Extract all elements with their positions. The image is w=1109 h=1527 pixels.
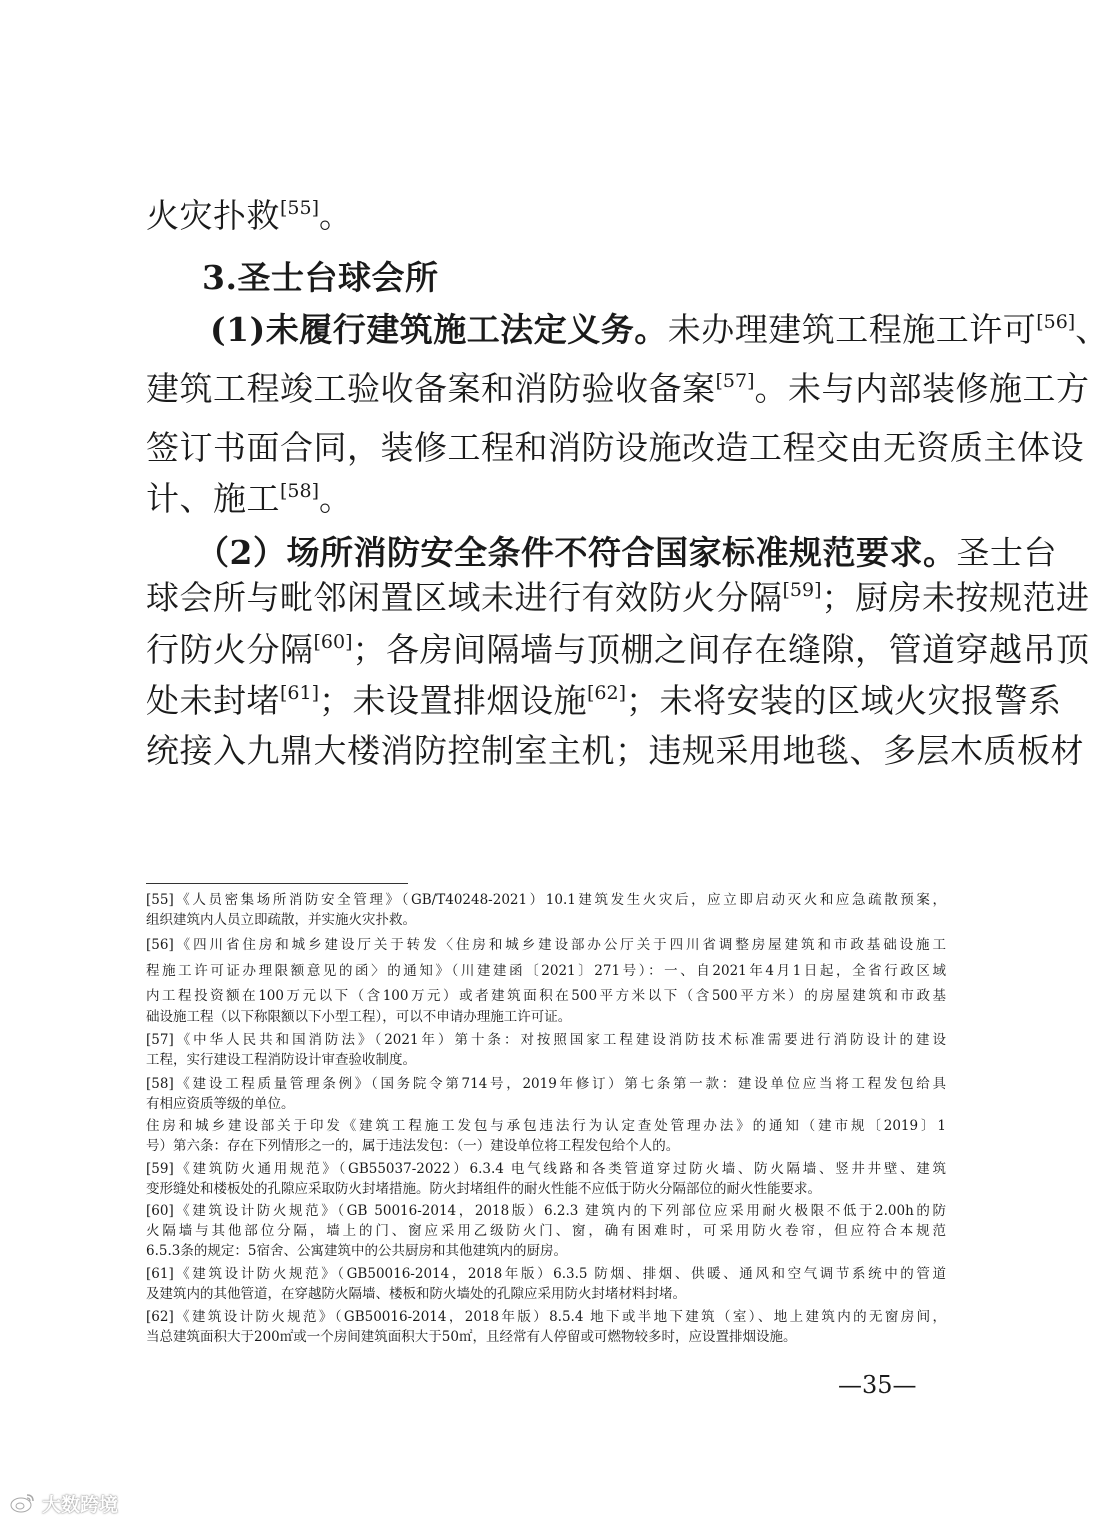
footnote-line: 程施工许可证办理限额意见的函〉的通知》（川建建函〔2021〕271号）：一、自2021年4月1日起，全省行政区域 bbox=[146, 963, 946, 979]
footnote-ref[interactable]: [61] bbox=[280, 682, 320, 704]
body-line: 建筑工程竣工验收备案和消防验收备案[57]。未与内部装修施工方 bbox=[146, 369, 1090, 408]
footnote-ref[interactable]: [59] bbox=[782, 579, 822, 601]
footnote-separator bbox=[146, 883, 408, 884]
footnote-line: 及建筑内的其他管道，在穿越防火隔墙、楼板和防火墙处的孔隙应采用防火封堵材料封堵。 bbox=[146, 1286, 686, 1302]
footnote-line: [62]《建筑设计防火规范》（GB50016-2014，2018年版）8.5.4 地下或半地下建筑（室）、地上建筑内的无窗房间， bbox=[146, 1309, 946, 1325]
body-line: (1)未履行建筑施工法定义务。未办理建筑工程施工许可[56]、 bbox=[210, 310, 1109, 349]
body-line: 计、施工[58]。 bbox=[146, 479, 353, 518]
footnote-line: 6.5.3条的规定：5宿舍、公寓建筑中的公共厨房和其他建筑内的厨房。 bbox=[146, 1243, 567, 1259]
footnote-line: [56]《四川省住房和城乡建设厅关于转发〈住房和城乡建设部办公厅关于四川省调整房屋建筑和市政基础设施工 bbox=[146, 937, 946, 953]
footnote-ref[interactable]: [56] bbox=[1036, 311, 1076, 333]
body-line: （2）场所消防安全条件不符合国家标准规范要求。圣士台 bbox=[196, 533, 1057, 572]
body-line: 行防火分隔[60]；各房间隔墙与顶棚之间存在缝隙，管道穿越吊顶 bbox=[146, 630, 1090, 669]
body-line: 签订书面合同，装修工程和消防设施改造工程交由无资质主体设 bbox=[146, 428, 1084, 467]
footnote-line: [55]《人员密集场所消防安全管理》（GB/T40248-2021）10.1建筑发生火灾后，应立即启动灭火和应急疏散预案， bbox=[146, 892, 946, 908]
watermark-text: 大数跨境 bbox=[42, 1493, 119, 1516]
page-number: —35— bbox=[838, 1371, 917, 1399]
footnote-line: 变形缝处和楼板处的孔隙应采取防火封堵措施。防火封堵组件的耐火性能不应低于防火分隔部位的耐火性能要求。 bbox=[146, 1181, 821, 1197]
footnote-line: 工程，实行建设工程消防设计审查验收制度。 bbox=[146, 1052, 416, 1068]
paragraph-lead: （2）场所消防安全条件不符合国家标准规范要求。 bbox=[196, 533, 957, 572]
footnote-ref[interactable]: [57] bbox=[715, 370, 755, 392]
footnote-line: 当总建筑面积大于200㎡或一个房间建筑面积大于50㎡，且经常有人停留或可燃物较多时，应设置排烟设施。 bbox=[146, 1329, 797, 1345]
footnote-line: [59]《建筑防火通用规范》（GB55037-2022）6.3.4 电气线路和各类管道穿过防火墙、防火隔墙、竖井井壁、建筑 bbox=[146, 1161, 946, 1177]
body-line: 处未封堵[61]；未设置排烟设施[62]；未将安装的区域火灾报警系 bbox=[146, 681, 1062, 720]
footnote-line: [61]《建筑设计防火规范》（GB50016-2014，2018年版）6.3.5 防烟、排烟、供暖、通风和空气调节系统中的管道 bbox=[146, 1266, 946, 1282]
footnote-ref[interactable]: [58] bbox=[280, 480, 320, 502]
footnote-ref[interactable]: [62] bbox=[587, 682, 627, 704]
footnote-line: 火隔墙与其他部位分隔，墙上的门、窗应采用乙级防火门、窗，确有困难时，可采用防火卷帘，但应符合本规范 bbox=[146, 1223, 946, 1239]
body-line: 火灾扑救[55]。 bbox=[146, 196, 353, 235]
footnote-line: [60]《建筑设计防火规范》（GB 50016-2014，2018版）6.2.3 建筑内的下列部位应采用耐火极限不低于2.00h的防 bbox=[146, 1203, 946, 1219]
paragraph-lead: (1)未履行建筑施工法定义务。 bbox=[210, 310, 668, 349]
footnote-line: 住房和城乡建设部关于印发《建筑工程施工发包与承包违法行为认定查处管理办法》的通知（建市规〔2019〕1 bbox=[146, 1118, 946, 1134]
footnote-line: 组织建筑内人员立即疏散，并实施火灾扑救。 bbox=[146, 912, 416, 928]
weibo-icon bbox=[10, 1492, 36, 1514]
footnote-line: [58]《建设工程质量管理条例》（国务院令第714号，2019年修订）第七条第一款：建设单位应当将工程发包给具 bbox=[146, 1076, 946, 1092]
footnote-ref[interactable]: [55] bbox=[280, 197, 320, 219]
footnote-line: 有相应资质等级的单位。 bbox=[146, 1096, 295, 1112]
body-line: 统接入九鼎大楼消防控制室主机；违规采用地毯、多层木质板材 bbox=[146, 731, 1084, 770]
watermark bbox=[10, 1491, 118, 1515]
footnote-ref[interactable]: [60] bbox=[313, 631, 353, 653]
footnote-line: [57]《中华人民共和国消防法》（2021年）第十条：对按照国家工程建设消防技术标准需要进行消防设计的建设 bbox=[146, 1032, 946, 1048]
footnote-line: 础设施工程（以下称限额以下小型工程），可以不申请办理施工许可证。 bbox=[146, 1009, 572, 1025]
footnote-line: 号）第六条：存在下列情形之一的，属于违法发包：（一）建设单位将工程发包给个人的。 bbox=[146, 1138, 680, 1154]
footnote-line: 内工程投资额在100万元以下（含100万元）或者建筑面积在500平方米以下（含500平方米）的房屋建筑和市政基 bbox=[146, 988, 946, 1004]
body-line: 球会所与毗邻闲置区域未进行有效防火分隔[59]；厨房未按规范进 bbox=[146, 578, 1090, 617]
section-heading: 3.圣士台球会所 bbox=[202, 258, 439, 297]
